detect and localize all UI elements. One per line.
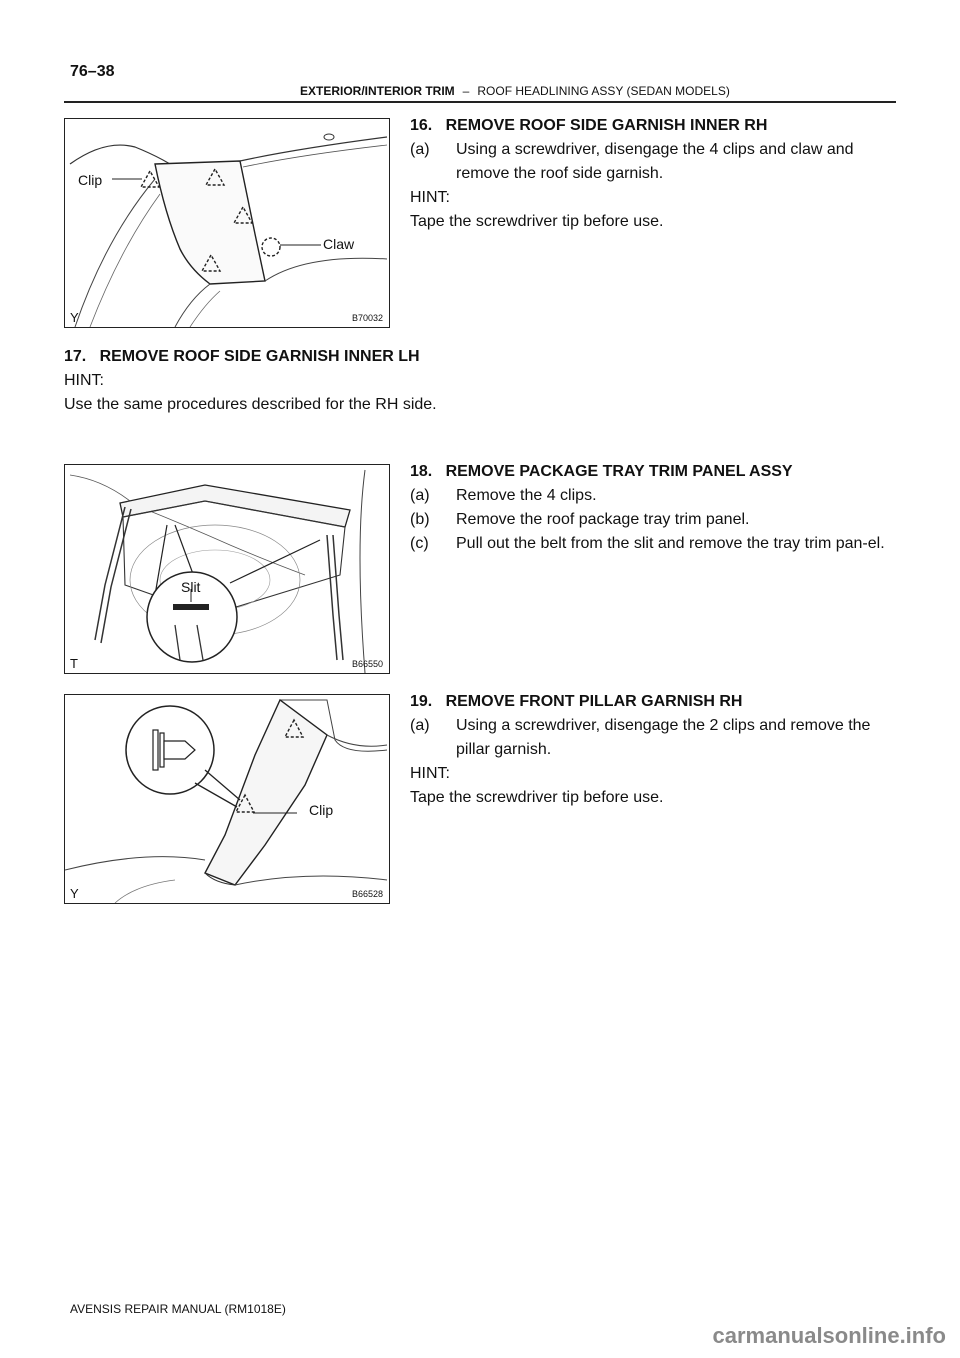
- step-title: 18. REMOVE PACKAGE TRAY TRIM PANEL ASSY: [410, 463, 793, 480]
- clip-label: Clip: [78, 172, 103, 188]
- hint-label: HINT:: [64, 372, 104, 389]
- item-text: Using a screwdriver, disengage the 4 clips and claw and remove the roof side garnish.: [456, 141, 854, 182]
- header-rule: [64, 101, 896, 103]
- hint-label: HINT:: [410, 189, 450, 206]
- claw-label: Claw: [323, 236, 355, 252]
- item-text: Pull out the belt from the slit and remove the tray trim pan-el.: [456, 535, 885, 552]
- item-text: Using a screwdriver, disengage the 2 clips and remove the pillar garnish.: [456, 717, 871, 758]
- header-subsection: ROOF HEADLINING ASSY (SEDAN MODELS): [477, 84, 730, 98]
- item-label: (c): [410, 535, 429, 552]
- step-title: 17. REMOVE ROOF SIDE GARNISH INNER LH: [64, 348, 420, 365]
- item-text: Remove the roof package tray trim panel.: [456, 511, 750, 528]
- header-dash: –: [462, 84, 470, 98]
- front-pillar-illustration: [65, 695, 389, 903]
- step-title: 16. REMOVE ROOF SIDE GARNISH INNER RH: [410, 117, 768, 134]
- hint-text: Tape the screwdriver tip before use.: [410, 789, 664, 806]
- item-label: (b): [410, 511, 430, 528]
- step-item: [410, 532, 896, 556]
- item-label: (a): [410, 487, 430, 504]
- step-16: [410, 114, 896, 234]
- clip-label: Clip: [309, 802, 334, 818]
- item-label: (a): [410, 141, 430, 158]
- package-tray-illustration: [65, 465, 389, 673]
- step-17: [64, 345, 896, 417]
- figure-code: B70032: [351, 313, 383, 323]
- step-18: [410, 460, 896, 556]
- hint-text: Tape the screwdriver tip before use.: [410, 213, 664, 230]
- step-item: [410, 484, 896, 508]
- step-item: [410, 508, 896, 532]
- figure-corner-mark: T: [70, 656, 78, 671]
- item-label: (a): [410, 717, 430, 734]
- page-number: 76–38: [70, 63, 115, 80]
- figure-code: B66550: [351, 659, 383, 669]
- hint-label: HINT:: [410, 765, 450, 782]
- figure-corner-mark: Y: [70, 310, 79, 325]
- figure-package-tray: [64, 464, 390, 674]
- figure-code: B66528: [351, 889, 383, 899]
- step-19: [410, 690, 896, 810]
- roof-side-garnish-illustration: [65, 119, 389, 327]
- step-item: [410, 714, 896, 762]
- header-title: [300, 84, 730, 98]
- watermark[interactable]: carmanualsonline.info: [712, 1323, 946, 1348]
- footer-manual-id: AVENSIS REPAIR MANUAL (RM1018E): [70, 1302, 286, 1316]
- figure-front-pillar: [64, 694, 390, 904]
- slit-label: Slit: [181, 579, 201, 595]
- step-item: [410, 138, 896, 186]
- header-section: EXTERIOR/INTERIOR TRIM: [300, 84, 455, 98]
- figure-corner-mark: Y: [70, 886, 79, 901]
- hint-text: Use the same procedures described for the RH side.: [64, 396, 437, 413]
- item-text: Remove the 4 clips.: [456, 487, 597, 504]
- figure-roof-side-garnish: [64, 118, 390, 328]
- step-title: 19. REMOVE FRONT PILLAR GARNISH RH: [410, 693, 743, 710]
